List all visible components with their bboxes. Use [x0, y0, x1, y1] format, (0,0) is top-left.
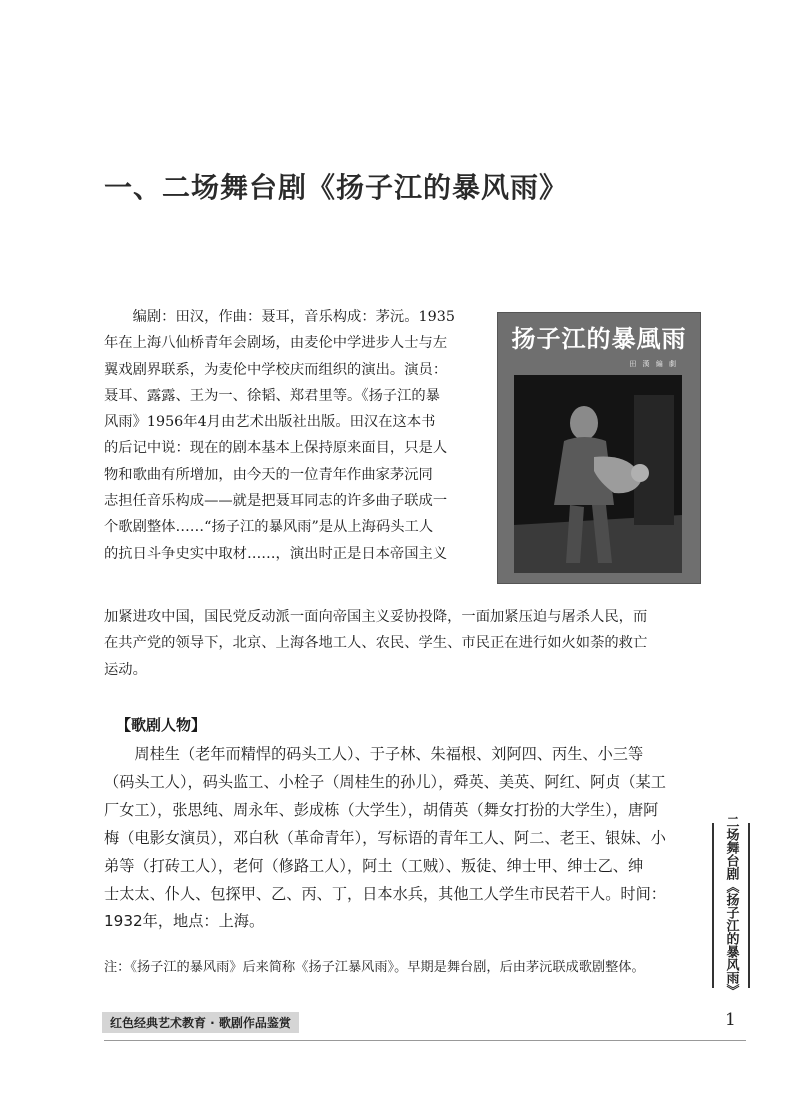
text-line: 运动。	[104, 661, 147, 678]
text-line: 1932年，地点：上海。	[104, 912, 265, 931]
stevedore-illustration-icon	[514, 375, 682, 573]
chapter-side-tab	[712, 814, 750, 997]
text-line: 个歌剧整体……“扬子江的暴风雨”是从上海码头工人	[104, 519, 434, 536]
chapter-title: 一、二场舞台剧《扬子江的暴风雨》	[104, 171, 569, 204]
text-line: 风雨》1956年4月由艺术出版社出版。田汉在这本书	[104, 414, 436, 431]
intro-paragraph-wrapped	[104, 304, 499, 567]
text-line: 的后记中说：现在的剧本基本上保持原来面目，只是人	[104, 440, 448, 457]
text-line: 编剧：田汉，作曲：聂耳，音乐构成：茅沅。1935	[132, 309, 455, 325]
characters-paragraph	[104, 741, 704, 936]
text-line: 厂女工），张思纯、周永年、彭成栋（大学生），胡倩英（舞女打扮的大学生），唐阿	[104, 800, 659, 819]
characters-heading: 【歌剧人物】	[116, 716, 207, 734]
text-line: （码头工人），码头监工、小栓子（周桂生的孙儿），舜英、美英、阿红、阿贞（某工	[104, 772, 666, 791]
cover-subtitle: 田 漢 編 劇	[629, 360, 678, 368]
footnote: 注：《扬子江的暴风雨》后来简称《扬子江暴风雨》。早期是舞台剧，后由茅沅联成歌剧整体。	[104, 960, 645, 975]
text-line: 在共产党的领导下，北京、上海各地工人、农民、学生、市民正在进行如火如荼的救亡	[104, 635, 648, 652]
text-line: 梅（电影女演员），邓白秋（革命青年），写标语的青年工人、阿二、老王、银妹、小	[104, 828, 666, 847]
side-tab-label: 二场舞台剧《扬子江的暴风雨》	[723, 814, 739, 997]
text-line: 聂耳、露露、王为一、徐韬、郑君里等。《扬子江的暴	[104, 387, 440, 404]
text-line: 年在上海八仙桥青年会剧场，由麦伦中学进步人士与左	[104, 335, 448, 352]
text-line: 物和歌曲有所增加，由今天的一位青年作曲家茅沅同	[104, 466, 433, 483]
text-line: 周桂生（老年而精悍的码头工人）、于子林、朱福根、刘阿四、丙生、小三等	[134, 745, 644, 763]
text-line: 的抗日斗争史实中取材……，演出时正是日本帝国主义	[104, 545, 448, 562]
text-line: 加紧进攻中国，国民党反动派一面向帝国主义妥协投降，一面加紧压迫与屠杀人民，而	[104, 609, 648, 625]
footer-book-label: 红色经典艺术教育 · 歌剧作品鉴赏	[102, 1012, 299, 1033]
intro-paragraph-full	[104, 604, 704, 683]
text-line: 士太太、仆人、包探甲、乙、丙、丁，日本水兵，其他工人学生市民若干人。时间：	[104, 884, 666, 903]
text-line: 志担任音乐构成——就是把聂耳同志的许多曲子联成一	[104, 493, 448, 510]
footer-divider	[104, 1040, 746, 1041]
text-line: 弟等（打砖工人），老何（修路工人），阿土（工贼）、叛徒、绅士甲、绅士乙、绅	[104, 856, 644, 875]
book-cover-image	[497, 312, 701, 584]
cover-title: 扬子江的暴風雨	[511, 325, 687, 353]
page-number: 1	[725, 1010, 736, 1030]
text-line: 翼戏剧界联系，为麦伦中学校庆而组织的演出。演员：	[104, 361, 448, 378]
